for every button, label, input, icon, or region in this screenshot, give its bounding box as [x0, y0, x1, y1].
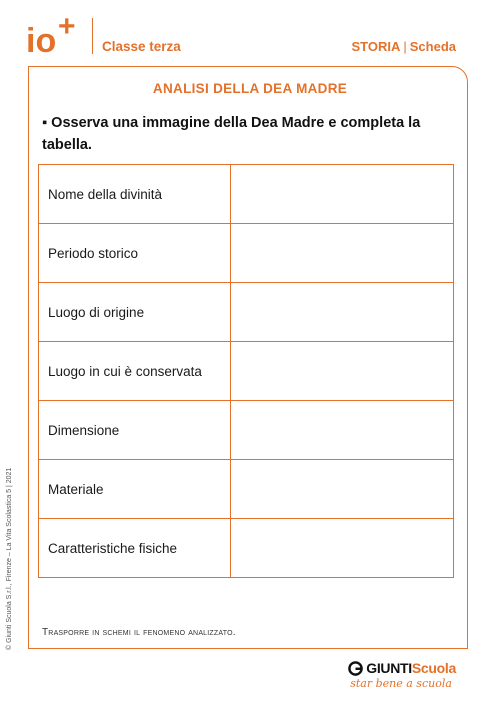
copyright-notice: © Giunti Scuola S.r.l., Firenze – La Vita Scolastica 5 | 2021	[6, 467, 13, 650]
brand-tagline: star bene a scuola	[350, 677, 452, 690]
table-row	[39, 460, 454, 519]
row-label: Periodo storico	[39, 224, 231, 283]
subject-name: STORIA	[351, 39, 401, 54]
table-row	[39, 224, 454, 283]
header-divider	[92, 18, 93, 54]
subject-separator: |	[403, 39, 407, 54]
brand-sub: Scuola	[411, 660, 456, 676]
table-row	[39, 283, 454, 342]
giunti-scuola-brand	[348, 660, 456, 690]
row-answer-cell[interactable]	[230, 519, 453, 578]
logo-plus: +	[58, 14, 76, 43]
footnote: Trasporre in schemi il fenomeno analizzato.	[42, 627, 236, 638]
table-row	[39, 342, 454, 401]
logo-text: io	[26, 22, 57, 56]
row-answer-cell[interactable]	[230, 283, 453, 342]
row-label: Luogo di origine	[39, 283, 231, 342]
io-plus-logo	[26, 14, 82, 56]
row-label: Materiale	[39, 460, 231, 519]
row-label: Dimensione	[39, 401, 231, 460]
row-answer-cell[interactable]	[230, 342, 453, 401]
row-answer-cell[interactable]	[230, 460, 453, 519]
class-grade-label: Classe terza	[102, 39, 181, 54]
row-label: Caratteristiche fisiche	[39, 519, 231, 578]
subject-label	[351, 39, 456, 54]
giunti-g-icon	[348, 661, 363, 676]
table-row	[39, 401, 454, 460]
document-type: Scheda	[409, 39, 456, 54]
row-label: Nome della divinità	[39, 165, 231, 224]
table-row	[39, 519, 454, 578]
row-answer-cell[interactable]	[230, 401, 453, 460]
row-answer-cell[interactable]	[230, 224, 453, 283]
brand-name: GIUNTI	[366, 660, 412, 676]
row-answer-cell[interactable]	[230, 165, 453, 224]
worksheet-title: ANALISI DELLA DEA MADRE	[152, 81, 348, 96]
analysis-table	[38, 164, 454, 578]
worksheet-instruction: ▪ Osserva una immagine della Dea Madre e completa la tabella.	[42, 115, 421, 153]
table-row	[39, 165, 454, 224]
row-label: Luogo in cui è conservata	[39, 342, 231, 401]
